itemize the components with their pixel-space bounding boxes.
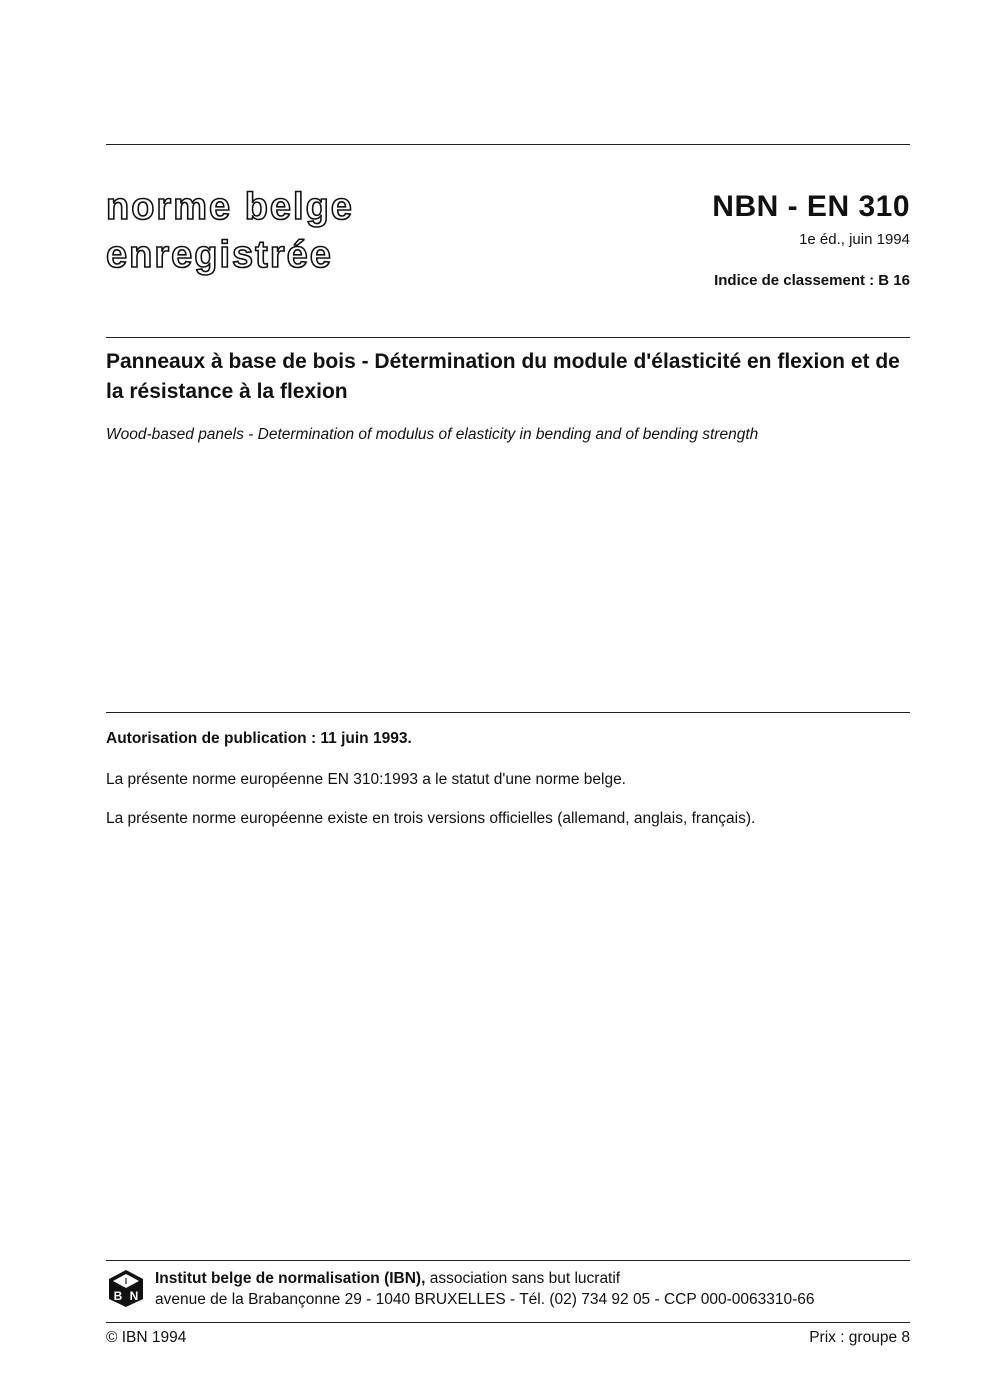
logo-letter-b: B — [113, 1289, 123, 1303]
footer-divider — [106, 1260, 910, 1261]
institute-description: association sans but lucratif — [425, 1270, 621, 1287]
header-divider — [106, 337, 910, 338]
body-divider — [106, 712, 910, 713]
classification-index: Indice de classement : B 16 — [714, 272, 910, 289]
top-divider — [106, 144, 910, 145]
publication-authorization: Autorisation de publication : 11 juin 1993. — [106, 730, 412, 747]
norme-belge-label: norme belge — [106, 186, 354, 228]
institute-line — [155, 1270, 620, 1288]
ibn-logo — [106, 1268, 146, 1308]
edition-date: 1e éd., juin 1994 — [799, 231, 910, 248]
document-title-english: Wood-based panels - Determination of modulus of elasticity in bending and of bending strength — [106, 426, 759, 443]
logo-letter-n: N — [129, 1289, 139, 1303]
price-group: Prix : groupe 8 — [809, 1329, 910, 1346]
versions-paragraph: La présente norme européenne existe en trois versions officielles (allemand, anglais, français). — [106, 810, 756, 827]
standard-number: NBN - EN 310 — [712, 190, 910, 223]
document-title-french: Panneaux à base de bois - Détermination du module d'élasticité en flexion et de la résistance à la flexion — [106, 350, 900, 403]
institute-name: Institut belge de normalisation (IBN), — [155, 1270, 426, 1287]
copyright: © IBN 1994 — [106, 1329, 187, 1346]
status-paragraph: La présente norme européenne EN 310:1993 a le statut d'une norme belge. — [106, 771, 626, 788]
institute-address: avenue de la Brabançonne 29 - 1040 BRUXELLES - Tél. (02) 734 92 05 - CCP 000-0063310-66 — [155, 1291, 815, 1308]
logo-letter-i: I — [124, 1277, 128, 1286]
bottom-divider — [106, 1322, 910, 1323]
enregistree-label: enregistrée — [106, 234, 333, 276]
